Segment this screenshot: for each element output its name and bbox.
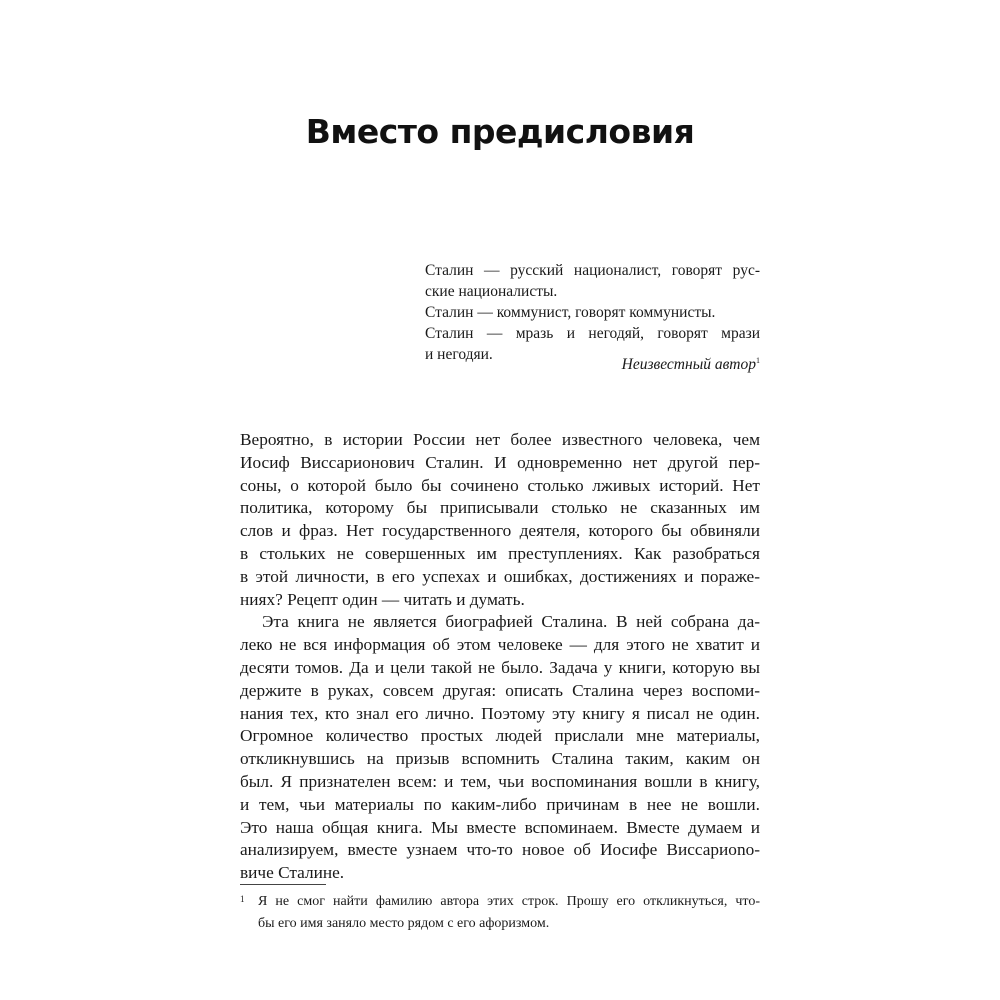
- text-line: десяти томов. Да и цели такой не было. Задача у книги, которую вы: [240, 657, 760, 677]
- text-line: виче Сталине.: [240, 863, 345, 883]
- footnote-line: Я не смог найти фамилию автора этих строк. Прошу его откликнуться, что-: [258, 894, 760, 909]
- epigraph-line: ские националисты.: [425, 283, 558, 300]
- footnote-reference[interactable]: 1: [756, 356, 760, 365]
- text-line: политика, которому бы приписывали столько не сказанных им: [240, 498, 760, 518]
- text-line: нания тех, кто знал его лично. Поэтому эту книгу я писал не один.: [240, 703, 760, 723]
- text-line: анализируем, вместе узнаем что-то новое об Иосифе Виссариono-: [240, 840, 760, 860]
- text-line: леко не вся информация об этом человеке — для этого не хватит и: [240, 635, 760, 655]
- epigraph: [425, 260, 760, 365]
- paragraph: [240, 611, 760, 885]
- text-line: в стольких не совершенных им преступлениях. Как разобраться: [240, 543, 760, 563]
- footnote-line: бы его имя заняло место рядом с его афоризмом.: [258, 916, 550, 931]
- epigraph-line: Сталин — мразь и негодяй, говорят мрази: [425, 325, 760, 342]
- text-line: Вероятно, в истории России нет более известного человека, чем: [240, 430, 760, 449]
- body-text: [240, 429, 760, 885]
- epigraph-line: и негодяи.: [425, 346, 493, 363]
- epigraph-author-name: Неизвестный автор: [621, 356, 756, 373]
- text-line: Эта книга не является биографией Сталина. В ней собрана да-: [262, 612, 760, 632]
- text-line: соны, о которой было бы сочинено столько лживых историй. Нет: [240, 475, 760, 495]
- text-line: слов и фраз. Нет государственного деятеля, которого бы обвиняли: [240, 521, 760, 541]
- text-line: в этой личности, в его успехах и ошибках, достижениях и пораже-: [240, 566, 760, 586]
- page-title: Вместо предисловия: [305, 112, 695, 151]
- text-line: и тем, чьи материалы по каким-либо причинам в нее не вошли.: [240, 794, 760, 814]
- footnote-number: 1: [240, 894, 245, 904]
- text-line: Иосиф Виссарионович Сталин. И одновременно нет другой пер-: [240, 452, 760, 472]
- epigraph-author: [622, 356, 760, 374]
- text-line: был. Я признателен всем: и тем, чьи воспоминания вошли в книгу,: [240, 771, 760, 791]
- footnote-divider: [240, 884, 326, 885]
- text-line: откликнувшись на призыв вспомнить Сталина таким, каким он: [240, 749, 760, 769]
- text-line: ниях? Рецепт один — читать и думать.: [240, 589, 525, 609]
- epigraph-line: Сталин — коммунист, говорят коммунисты.: [425, 304, 716, 321]
- text-line: держите в руках, совсем другая: описать Сталина через воспоми-: [240, 680, 760, 700]
- epigraph-line: Сталин — русский националист, говорят рус-: [425, 262, 760, 279]
- footnote: [240, 891, 760, 935]
- text-line: Это наша общая книга. Мы вместе вспоминаем. Вместе думаем и: [240, 817, 760, 837]
- text-line: Огромное количество простых людей прислали мне материалы,: [240, 726, 760, 746]
- paragraph: [240, 429, 760, 611]
